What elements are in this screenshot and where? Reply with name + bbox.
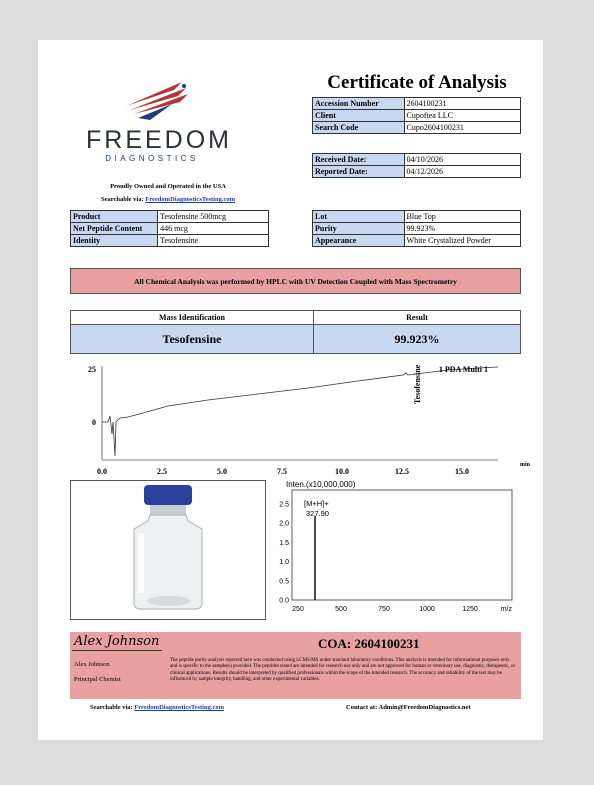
ms-y-tick: 1.5 [279,539,289,547]
table-row [313,235,521,247]
row-label: Product [71,211,158,223]
row-label: Accession Number [313,98,405,110]
results-header-result: Result [314,311,520,325]
disclaimer: The peptide purity analysis reported here was conducted using LCMS/MS under standard laboratory conditions. This analysis is intended for informational purposes only and is specific to the sample(s) provided. The peptides tested are intended for research use only and are not approved for human or veterinary use, diagnostic, therapeutic, or clinical applications. Results should be interpreted by qualified professionals within the scope of the intended research. The accuracy and reliability of the test may be influenced by sample integrity, handling, and other experimental variables. [170,658,516,683]
ms-x-tick: 500 [335,606,347,613]
chromatogram-x-tick: 5.0 [217,467,227,476]
logo-subtitle: DIAGNOSTICS [105,154,199,163]
row-label: Search Code [313,122,405,134]
row-value: 99.923% [404,223,520,235]
mass-spectrum [268,480,521,620]
ms-y-tick: 2.0 [279,520,289,528]
signer-name: Alex Johnson [74,661,110,668]
signature: Alex Johnson [74,634,160,649]
chromatogram-peak-label: Tesofensine [413,364,422,404]
lot-table [312,210,521,247]
ms-title: Inten.(x10,000,000) [286,480,356,489]
ms-x-tick: 250 [292,606,304,613]
chromatogram-x-tick: 0.0 [97,467,107,476]
tagline: Proudly Owned and Operated in the USA [110,183,226,190]
table-row [313,98,521,110]
ms-y-tick: 2.5 [279,501,289,509]
row-value: Cupo2604100231 [404,122,520,134]
table-row [313,211,521,223]
signature-block [70,632,521,699]
row-label: Net Peptide Content [71,223,158,235]
analysis-method-banner: All Chemical Analysis was performed by HPLC with UV Detection Coupled with Mass Spectrometry [70,268,521,294]
table-row [313,154,521,166]
row-label: Client [313,110,405,122]
vial-icon [71,481,265,619]
row-value: Tesofensine [158,235,269,247]
results-compound: Tesofensine [71,325,314,353]
row-label: Appearance [313,235,405,247]
ms-x-unit: m/z [500,606,512,613]
sample-vial-photo [70,480,266,620]
results-table [70,310,521,354]
chromatogram-x-tick: 12.5 [395,467,409,476]
ms-x-ticks [292,606,478,613]
chromatogram-x-tick: 15.0 [455,467,469,476]
ms-y-tick: 0.0 [279,597,289,605]
chromatogram-x-tick: 7.5 [277,467,287,476]
searchable-label: Searchable via: [100,196,146,203]
footer-searchable [90,704,224,711]
ms-x-tick: 1000 [419,606,435,613]
row-label: Reported Date: [313,166,405,178]
ms-x-tick: 1250 [462,606,478,613]
footer-searchable-label: Searchable via: [90,704,135,711]
page-title: Certificate of Analysis [327,72,507,93]
accession-table [312,97,521,134]
signature-line [72,650,162,651]
table-row [313,110,521,122]
row-value: Cupoftea LLC [404,110,520,122]
table-row [71,223,269,235]
signer-role: Principal Chemist [74,676,121,683]
product-table [70,210,269,247]
row-value: White Crystalized Powder [404,235,520,247]
ms-ion-label: [M+H]+ [304,499,329,508]
row-value: 04/12/2026 [404,166,520,178]
hplc-chromatogram [88,358,530,478]
logo-wordmark: FREEDOM [86,126,232,154]
results-value: 99.923% [314,325,520,353]
certificate-page [38,40,543,740]
row-value: Tesofensine 500mcg [158,211,269,223]
chromatogram-y-tick: 25 [88,365,96,374]
ms-y-tick: 1.0 [279,559,289,567]
coa-number: COA: 2604100231 [318,636,420,651]
chromatogram-trace [102,367,498,456]
chromatogram-x-ticks [97,467,469,476]
ms-y-ticks [279,502,289,605]
chromatogram-x-tick: 2.5 [157,467,167,476]
row-value: 04/10/2026 [404,154,520,166]
ms-peak-value: 327.90 [306,509,329,518]
row-label: Identity [71,235,158,247]
footer-searchable-link[interactable]: FreedomDiagnosticsTesting.com [134,704,225,711]
table-row [313,122,521,134]
row-value: 446 mcg [158,223,269,235]
table-row [71,235,269,247]
row-label: Purity [313,223,405,235]
table-row [71,211,269,223]
table-row [313,166,521,178]
searchable-via [68,196,268,203]
row-value: 2604100231 [404,98,520,110]
dates-table [312,153,521,178]
chromatogram-y-tick: 0 [92,418,96,427]
footer-contact: Contact at: Admin@FreedomDiagnostics.net [346,704,471,711]
ms-y-tick: 0.5 [279,578,289,586]
eagle-flag-logo-icon [124,80,194,122]
chromatogram-channel-label: 1 PDA Multi 1 [438,365,488,374]
table-row [313,223,521,235]
row-label: Lot [313,211,405,223]
results-header-mass: Mass Identification [71,311,314,325]
row-label: Received Date: [313,154,405,166]
chromatogram-x-tick: 10.0 [335,467,349,476]
ms-x-tick: 750 [378,606,390,613]
searchable-link[interactable]: FreedomDiagnosticsTesting.com [145,196,236,203]
row-value: Blue Top [404,211,520,223]
chromatogram-x-unit: min [519,462,530,468]
